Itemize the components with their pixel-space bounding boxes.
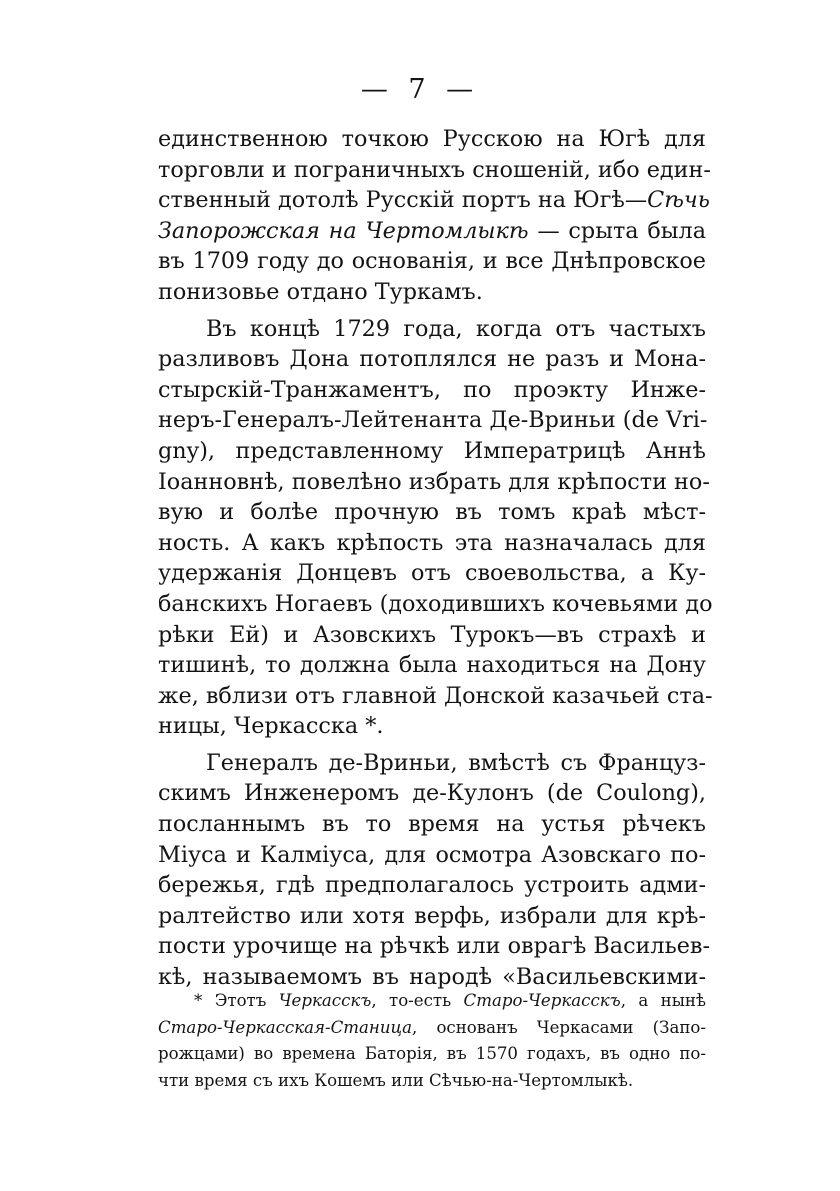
footnote-part: , а нынѣ xyxy=(620,991,706,1010)
page-number: — 7 — xyxy=(360,74,480,105)
text-line: Міуса и Калміуса, для осмотра Азовскаго по- xyxy=(158,841,706,868)
text-line xyxy=(158,185,710,216)
text-line: неръ-Генералъ-Лейтенанта Де-Вриньи (de Vri- xyxy=(158,407,708,434)
footnote-part: , то-есть xyxy=(371,991,464,1010)
footnote xyxy=(158,988,706,1094)
text-line: рѣки Ей) и Азовскихъ Турокъ—въ страхѣ и xyxy=(158,621,706,648)
footnote-line: чти время съ ихъ Кошемъ или Сѣчью-на-Чертомлыкѣ. xyxy=(158,1070,634,1090)
text-line: разливовъ Дона потоплялся не разъ и Мона- xyxy=(158,346,706,373)
text-line: Въ концѣ 1729 года, когда отъ частыхъ xyxy=(206,315,706,342)
text-line: gny), представленному Императрицѣ Аннѣ xyxy=(158,437,706,464)
italic-term: Сѣчь xyxy=(647,187,710,214)
text-line: въ 1709 году до основанія, и все Днѣпровское xyxy=(158,248,706,275)
text-line: ницы, Черкасска *. xyxy=(158,713,384,740)
text-line: банскихъ Ногаевъ (доходившихъ кочевьями до xyxy=(158,590,713,617)
text-line: тишинѣ, то должна была находиться на Дону xyxy=(158,652,706,679)
text-line: удержанія Донцевъ отъ своевольства, а Ку- xyxy=(158,560,706,587)
text-line: скимъ Инженеромъ де-Кулонъ (de Coulong), xyxy=(158,780,706,807)
footnote-line xyxy=(158,988,706,1015)
main-text xyxy=(158,124,713,993)
italic-term: Запорожская на Чертомлыкѣ xyxy=(158,217,529,244)
text-line: единственною точкою Русскою на Югѣ для xyxy=(158,126,706,152)
text-line: Генералъ де-Вриньи, вмѣстѣ съ Француз- xyxy=(206,749,706,776)
text-line: ность. А какъ крѣпость эта назначалась для xyxy=(158,529,706,556)
text-line: пости урочище на рѣчкѣ или оврагѣ Васильев- xyxy=(158,933,711,960)
text-line: вую и болѣе прочную въ томъ краѣ мѣст- xyxy=(158,499,706,526)
footnote-italic: Старо-Черкасская-Станица xyxy=(158,1017,413,1037)
text-line: Іоанновнѣ, повелѣно избрать для крѣпости но- xyxy=(158,468,710,495)
text-line: кѣ, называемомъ въ народѣ «Васильевскими- xyxy=(158,964,706,991)
footnote-italic: Старо-Черкасскъ xyxy=(463,991,621,1010)
footnote-part: * Этотъ xyxy=(194,991,279,1010)
text-line: же, вблизи отъ главной Донской казачьей ста- xyxy=(158,682,713,709)
footnote-line xyxy=(158,1015,706,1042)
text-line: ралтейство или хотя верфь, избрали для крѣ- xyxy=(158,902,706,929)
footnote-part: , основанъ Черкасами (Запо- xyxy=(412,1017,706,1037)
text-line xyxy=(158,216,706,247)
text-line-part: — срыта была xyxy=(528,217,706,244)
text-line: бережья, гдѣ предполагалось устроить адми- xyxy=(158,872,706,899)
text-line-part: ственный дотолѣ Русскій портъ на Югѣ— xyxy=(158,187,648,214)
footnote-italic: Черкасскъ xyxy=(278,991,372,1010)
text-line: стырскій-Транжаментъ, по проэкту Инже- xyxy=(158,376,706,403)
text-line: торговли и пограничныхъ сношеній, ибо един- xyxy=(158,156,711,183)
footnote-line: рожцами) во времена Баторія, въ 1570 годахъ, въ одно по- xyxy=(158,1044,706,1063)
text-line: посланнымъ въ то время на устья рѣчекъ xyxy=(158,811,706,838)
text-line: понизовье отдано Туркамъ. xyxy=(158,278,483,305)
